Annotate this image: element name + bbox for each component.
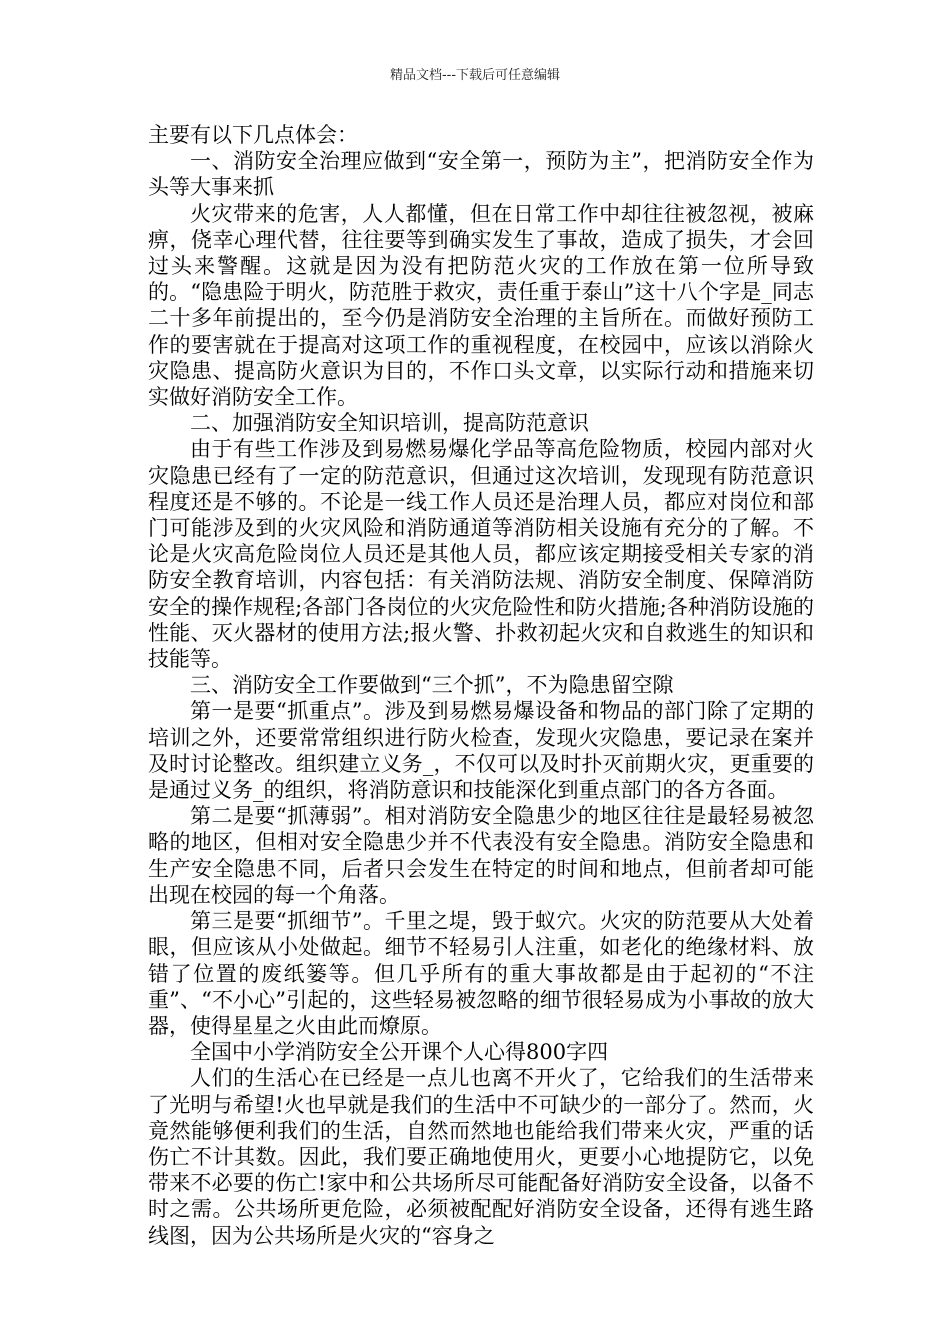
- document-body: [148, 122, 814, 1249]
- paragraph: 火灾带来的危害，人人都懂，但在日常工作中却往往被忽视，被麻痹，侥幸心理代替，往往要等到确实发生了事故，造成了损失，才会回过头来警醒。这就是因为没有把防范火灾的工作放在第一位所导致的。“隐患险于明火，防范胜于救灾，责任重于泰山”这十八个字是_同志二十多年前提出的，至今仍是消防安全治理的主旨所在。而做好预防工作的要害就在于提高对这项工作的重视程度，在校园中，应该以消除火灾隐患、提高防火意识为目的，不作口头文章，以实际行动和措施来切实做好消防安全工作。: [148, 201, 814, 410]
- paragraph: 人们的生活心在已经是一点儿也离不开火了，它给我们的生活带来了光明与希望!火也早就是我们的生活中不可缺少的一部分了。然而，火竟然能够便利我们的生活，自然而然地也能给我们带来火灾，严重的话伤亡不计其数。因此，我们要正确地使用火，更要小心地提防它，以免带来不必要的伤亡!家中和公共场所尽可能配备好消防安全设备，以备不时之需。公共场所更危险，必须被配配好消防安全设备，还得有逃生路线图，因为公共场所是火灾的“容身之: [148, 1066, 814, 1248]
- paragraph: 主要有以下几点体会：: [148, 123, 358, 147]
- paragraph: 第一是要“抓重点”。涉及到易燃易爆设备和物品的部门除了定期的培训之外，还要常常组织进行防火检查，发现火灾隐患，要记录在案并及时讨论整改。组织建立义务_，不仅可以及时扑灭前期火灾，更重要的是通过义务_的组织，将消防意识和技能深化到重点部门的各方各面。: [148, 699, 814, 803]
- page-header: 精品文档---下载后可任意编辑: [389, 68, 561, 83]
- paragraph: 第二是要“抓薄弱”。相对消防安全隐患少的地区往往是最轻易被忽略的地区，但相对安全隐患少并不代表没有安全隐患。消防安全隐患和生产安全隐患不同，后者只会发生在特定的时间和地点，但前者却可能出现在校园的每一个角落。: [148, 804, 814, 907]
- section-heading: 三、消防安全工作要做到“三个抓”，不为隐患留空隙: [190, 673, 674, 698]
- section-heading: 全国中小学消防安全公开课个人心得800字四: [190, 1040, 609, 1065]
- paragraph: 由于有些工作涉及到易燃易爆化学品等高危险物质，校园内部对火灾隐患已经有了一定的防范意识，但通过这次培训，发现现有防范意识程度还是不够的。不论是一线工作人员还是治理人员，都应对岗位和部门可能涉及到的火灾风险和消防通道等消防相关设施有充分的了解。不论是火灾高危险岗位人员还是其他人员，都应该定期接受相关专家的消防安全教育培训，内容包括：有关消防法规、消防安全制度、保障消防安全的操作规程;各部门各岗位的火灾危险性和防火措施;各种消防设施的性能、灭火器材的使用方法;报火警、扑救初起火灾和自救逃生的知识和技能等。: [148, 437, 814, 672]
- paragraph: 第三是要“抓细节”。千里之堤，毁于蚁穴。火灾的防范要从大处着眼，但应该从小处做起。细节不轻易引人注重，如老化的绝缘材料、放错了位置的废纸篓等。但几乎所有的重大事故都是由于起初的“不注重”、“不小心”引起的，这些轻易被忽略的细节很轻易成为小事故的放大器，使得星星之火由此而燎原。: [148, 909, 814, 1038]
- section-heading: 二、加强消防安全知识培训，提高防范意识: [190, 411, 589, 436]
- section-heading: 一、消防安全治理应做到“安全第一，预防为主”，把消防安全作为头等大事来抓: [148, 149, 814, 200]
